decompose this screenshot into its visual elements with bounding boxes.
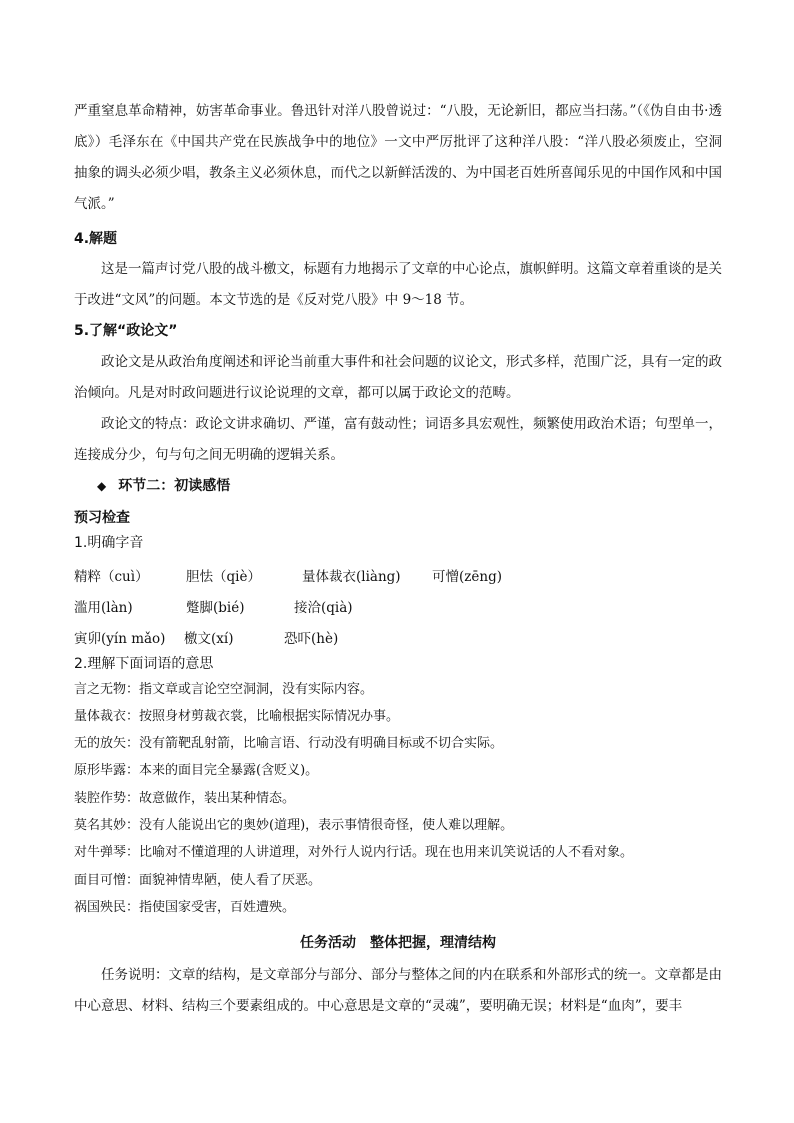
vocab-item: 无的放矢：没有箭靶乱射箭，比喻言语、行动没有明确目标或不切合实际。 [74,736,504,751]
stage-2-line [97,475,230,497]
vocab-item: 莫名其妙：没有人能说出它的奥妙(道理)，表示事情很奇怪，使人难以理解。 [74,818,514,833]
meaning-heading: 2.理解下面词语的意思 [74,656,214,672]
preview-heading: 预习检查 [74,510,130,526]
section-4-heading: 4.解题 [74,231,118,247]
vocab-item: 对牛弹琴：比喻对不懂道理的人讲道理，对外行人说内行话。现在也用来讥笑说话的人不看对象。 [74,845,634,860]
pronunciation-item: 寅卯(yín mǎo) [74,631,166,647]
pronunciation-row [74,628,734,650]
pronunciation-item: 滥用(làn) [74,600,133,616]
section-5-heading: 5.了解“政论文” [74,323,178,339]
pronunciation-item: 恐吓(hè) [284,631,339,647]
vocab-item: 量体裁衣：按照身材剪裁衣裳，比喻根据实际情况办事。 [74,709,400,724]
section-5-text-2: 政论文的特点：政论文讲求确切、严谨，富有鼓动性；词语多具宏观性，频繁使用政治术语；句型单一，连接成分少，句与句之间无明确的逻辑关系。 [74,416,722,463]
section-4-text: 这是一篇声讨党八股的战斗檄文，标题有力地揭示了文章的中心论点，旗帜鲜明。这篇文章着重谈的是关于改进“文风”的问题。本文节选的是《反对党八股》中 9～18 节。 [74,261,722,308]
diamond-bullet-icon: ◆ [97,479,107,493]
pronunciation-item: 蹩脚(bié) [186,600,245,616]
pronunciation-row [74,566,734,588]
vocab-item: 装腔作势：故意做作，装出某种情态。 [74,791,296,806]
pronunciation-heading: 1.明确字音 [74,535,144,551]
task-title: 任务活动 整体把握，理清结构 [300,935,496,951]
pronunciation-item: 檄文(xí) [184,631,234,647]
intro-paragraph: 严重窒息革命精神，妨害革命事业。鲁迅针对洋八股曾说过：“八股，无论新旧，都应当扫荡。”（《伪自由书·透底》）毛泽东在《中国共产党在民族战争中的地位》一文中严厉批评了这种洋八股：“洋八股必须废止，空洞抽象的调头必须少唱，教条主义必须休息，而代之以新鲜活泼的、为中国老百姓所喜闻乐见的中国作风和中国气派。” [74,103,722,212]
stage-2-label: 环节二：初读感悟 [118,478,231,494]
pronunciation-item: 量体裁衣(liàng) [302,569,401,585]
vocab-item: 原形毕露：本来的面目完全暴露(含贬义)。 [74,763,319,778]
pronunciation-item: 接洽(qià) [294,600,353,616]
vocab-item: 言之无物：指文章或言论空空洞洞，没有实际内容。 [74,682,374,697]
vocab-item: 祸国殃民：指使国家受害，百姓遭殃。 [74,900,296,915]
vocab-item: 面目可憎：面貌神情卑陋，使人看了厌恶。 [74,873,322,888]
pronunciation-item: 胆怯（qiè） [186,569,261,585]
task-text: 任务说明：文章的结构，是文章部分与部分、部分与整体之间的内在联系和外部形式的统一。文章都是由中心意思、材料、结构三个要素组成的。中心意思是文章的“灵魂”，要明确无误；材料是“血肉”，要丰 [74,967,722,1014]
section-5-text-1: 政论文是从政治角度阐述和评论当前重大事件和社会问题的议论文，形式多样，范围广泛，具有一定的政治倾向。凡是对时政问题进行议论说理的文章，都可以属于政论文的范畴。 [74,354,722,401]
pronunciation-item: 精粹（cuì） [74,569,149,585]
pronunciation-row [74,597,734,619]
pronunciation-item: 可憎(zēng) [432,569,502,585]
